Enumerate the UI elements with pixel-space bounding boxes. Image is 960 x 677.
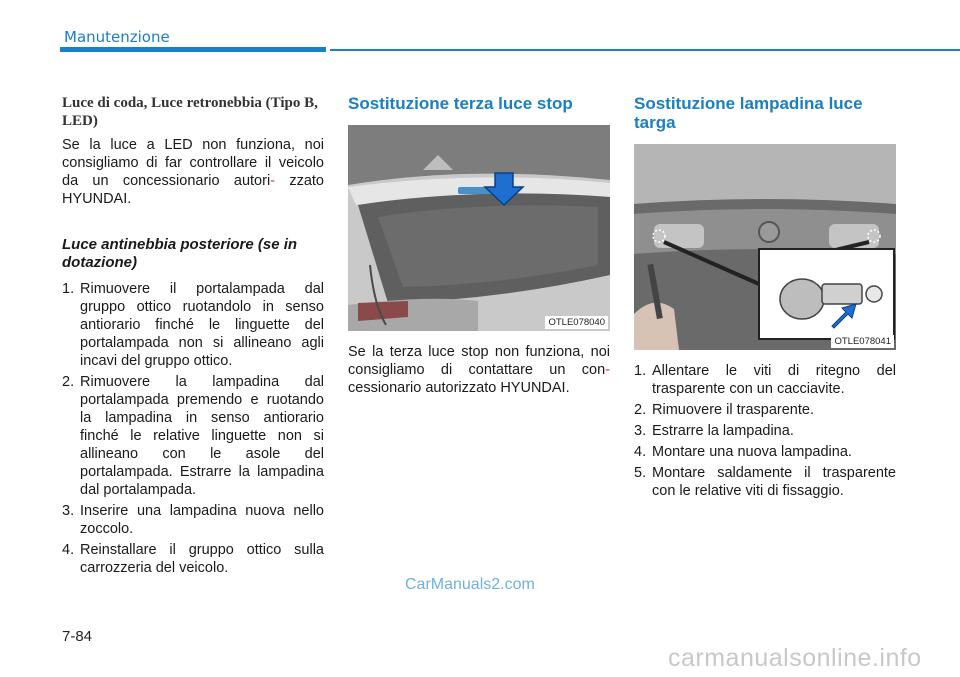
- column-third-stop: [348, 90, 610, 397]
- list-item: [62, 373, 324, 499]
- third-stop-paragraph: [348, 343, 610, 397]
- paragraph-text-part: Se la terza luce stop non funziona, noi consigliamo di contattare un con: [348, 344, 610, 378]
- step-number: 2.: [62, 374, 75, 390]
- license-plate-steps: [634, 362, 896, 500]
- figure-code-label: OTLE078041: [831, 335, 894, 348]
- list-item: [634, 464, 896, 500]
- step-number: 3.: [634, 423, 647, 439]
- led-taillight-heading: Luce di coda, Luce retronebbia (Tipo B, LED): [62, 95, 318, 129]
- list-item: [62, 280, 324, 370]
- step-number: 3.: [62, 503, 75, 519]
- step-text: Rimuovere la lampadina dal portalampada premendo e ruotando la lampadina in senso antiorario finché le relative linguette non si allineano con le asole del portalampada. Estrarre la lampadina dal portalampada.: [80, 374, 324, 498]
- rear-fog-steps: [62, 280, 324, 577]
- license-plate-title: Sostituzione lampadina luce targa: [634, 94, 863, 132]
- page-number: 7-84: [62, 628, 93, 645]
- step-number: 4.: [634, 444, 647, 460]
- column-license-plate: [634, 90, 896, 503]
- list-item: [634, 443, 896, 461]
- list-item: [62, 502, 324, 538]
- paragraph-text-part: Se la luce a LED non funziona, noi consigliamo di far controllare il veicolo da un concessionario autori: [62, 137, 324, 189]
- paragraph-text-part: cessionario autorizzato HYUNDAI.: [348, 380, 570, 396]
- step-text: Montare una nuova lampadina.: [652, 444, 852, 460]
- footer-watermark: carmanualsonline.info: [668, 644, 922, 672]
- third-stop-figure: [348, 125, 610, 331]
- hyphen: -: [605, 362, 610, 378]
- column-led-taillight: [62, 90, 324, 580]
- step-text: Estrarre la lampadina.: [652, 423, 794, 439]
- section-header-title: Manutenzione: [64, 28, 170, 46]
- list-item: [62, 541, 324, 577]
- step-number: 4.: [62, 542, 75, 558]
- step-text: Montare saldamente il trasparente con le relative viti di fissaggio.: [652, 465, 896, 499]
- list-item: [634, 401, 896, 419]
- paragraph-text-part: zzato HYUNDAI.: [62, 173, 324, 207]
- step-text: Inserire una lampadina nuova nello zoccolo.: [80, 503, 324, 537]
- header-rule-thick: [60, 47, 326, 52]
- list-item: [634, 422, 896, 440]
- step-text: Rimuovere il trasparente.: [652, 402, 814, 418]
- list-item: [634, 362, 896, 398]
- header-rule-thin: [330, 49, 960, 51]
- led-taillight-paragraph: [62, 136, 324, 208]
- step-number: 1.: [634, 363, 647, 379]
- license-plate-figure: [634, 144, 896, 350]
- third-stop-title: Sostituzione terza luce stop: [348, 94, 573, 113]
- step-number: 2.: [634, 402, 647, 418]
- step-text: Reinstallare il gruppo ottico sulla carrozzeria del veicolo.: [80, 542, 324, 576]
- step-text: Rimuovere il portalampada dal gruppo ottico ruotandolo in senso antiorario finché le linguette del portalampada non si allineano agli incavi del gruppo ottico.: [80, 281, 324, 369]
- rear-fog-heading: Luce antinebbia posteriore (se in dotazione): [62, 236, 298, 271]
- step-number: 5.: [634, 465, 647, 481]
- hyphen: -: [270, 173, 276, 189]
- watermark-link[interactable]: CarManuals2.com: [405, 576, 535, 593]
- rear-hatch-illustration: [348, 125, 610, 331]
- figure-code-label: OTLE078040: [545, 316, 608, 329]
- step-number: 1.: [62, 281, 75, 297]
- license-light-illustration: [634, 144, 896, 350]
- step-text: Allentare le viti di ritegno del trasparente con un cacciavite.: [652, 363, 896, 397]
